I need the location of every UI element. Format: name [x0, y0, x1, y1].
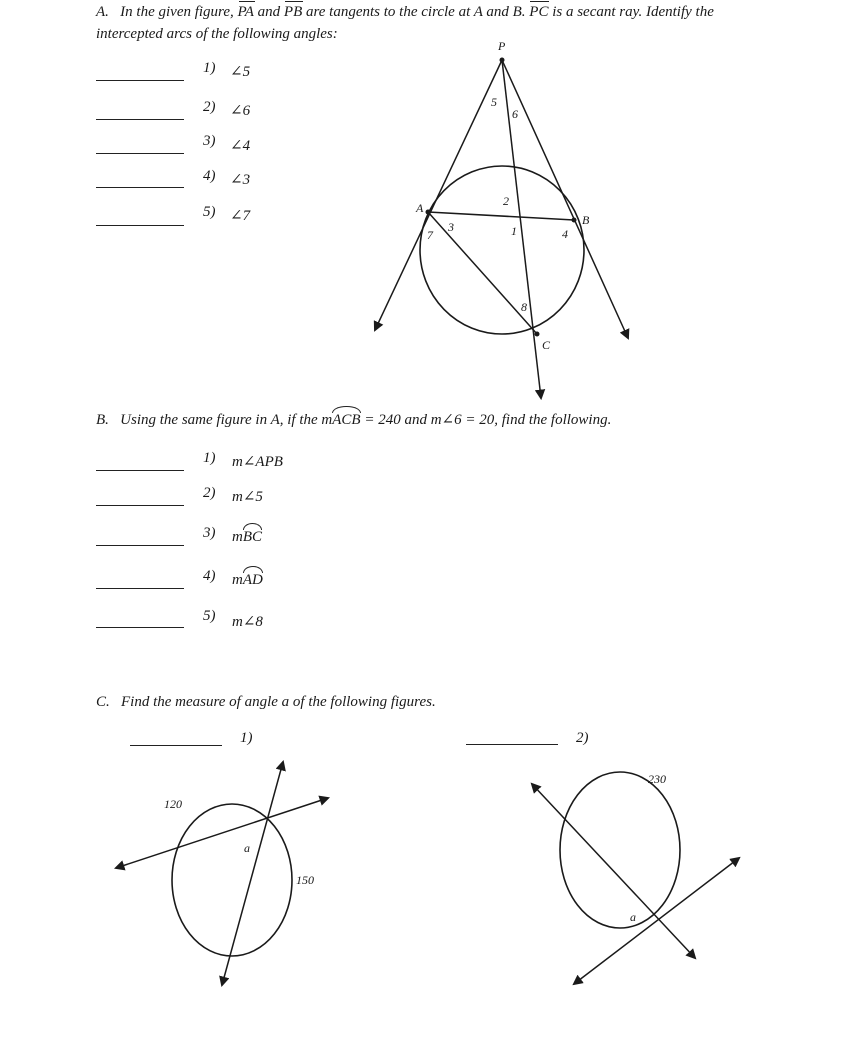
arc-bc-label: BC [242, 529, 263, 545]
angle-a-label: a [244, 841, 250, 855]
figure-c1-number: 1) [240, 730, 253, 746]
section-c-instruction: C. Find the measure of angle a of the following figures. [96, 694, 436, 710]
angle-2-label: 2 [503, 194, 509, 208]
angle-3-label: 3 [448, 220, 454, 234]
ray-pc-label: PC [529, 4, 549, 20]
angle-a-label: a [630, 910, 636, 924]
angle-1-label: 1 [511, 224, 517, 238]
arc-label-230: 230 [648, 772, 666, 786]
label-c: C [542, 338, 551, 352]
angle-6-label: 6 [512, 107, 518, 121]
section-a-instruction-line2: intercepted arcs of the following angles: [96, 26, 338, 42]
angle-7-label: 7 [427, 228, 433, 242]
angle-4-label: 4 [562, 227, 568, 241]
ray-pa-label: PA [237, 4, 254, 20]
arc-ad-label: AD [242, 572, 263, 588]
section-a-instruction: A. In the given figure, PA and PB are tangents to the circle at A and B. PC is a secant ray. Identify the [96, 4, 714, 20]
angle-5-label: 5 [491, 95, 497, 109]
arc-acb-label: ACB [332, 412, 361, 428]
secant-line-1 [532, 784, 695, 958]
section-b-instruction: B. Using the same figure in A, if the mACB = 240 and m∠6 = 20, find the following. [96, 412, 612, 428]
figure-c2-number: 2) [576, 730, 589, 746]
label-b: B [582, 213, 590, 227]
secant-line-2 [574, 858, 739, 984]
label-p: P [498, 39, 506, 53]
worksheet-page: A. In the given figure, PA and PB are tangents to the circle at A and B. PC is a secant ray. Identify the intercepted arcs of the following angles: 1) ∠5 2) ∠6 3) ∠4 4) ∠3 5) ∠7 P A B C 5 6 2 1 3 7 4 8 B. Using the same figure in A, if the mACB = 240 and m∠6 = 20, find the following. 1) m∠APB 2) m∠5 3) mBC 4) mAD 5) m∠8 C. Find the measure of angle a of the following figures. 1) 2) 120 150 a 230 a [0, 0, 856, 1058]
arc-label-150: 150 [296, 873, 314, 887]
angle-8-label: 8 [521, 300, 527, 314]
circle [560, 772, 680, 928]
ray-pb-label: PB [283, 4, 303, 20]
arc-label-120: 120 [164, 797, 182, 811]
label-a: A [416, 201, 424, 215]
